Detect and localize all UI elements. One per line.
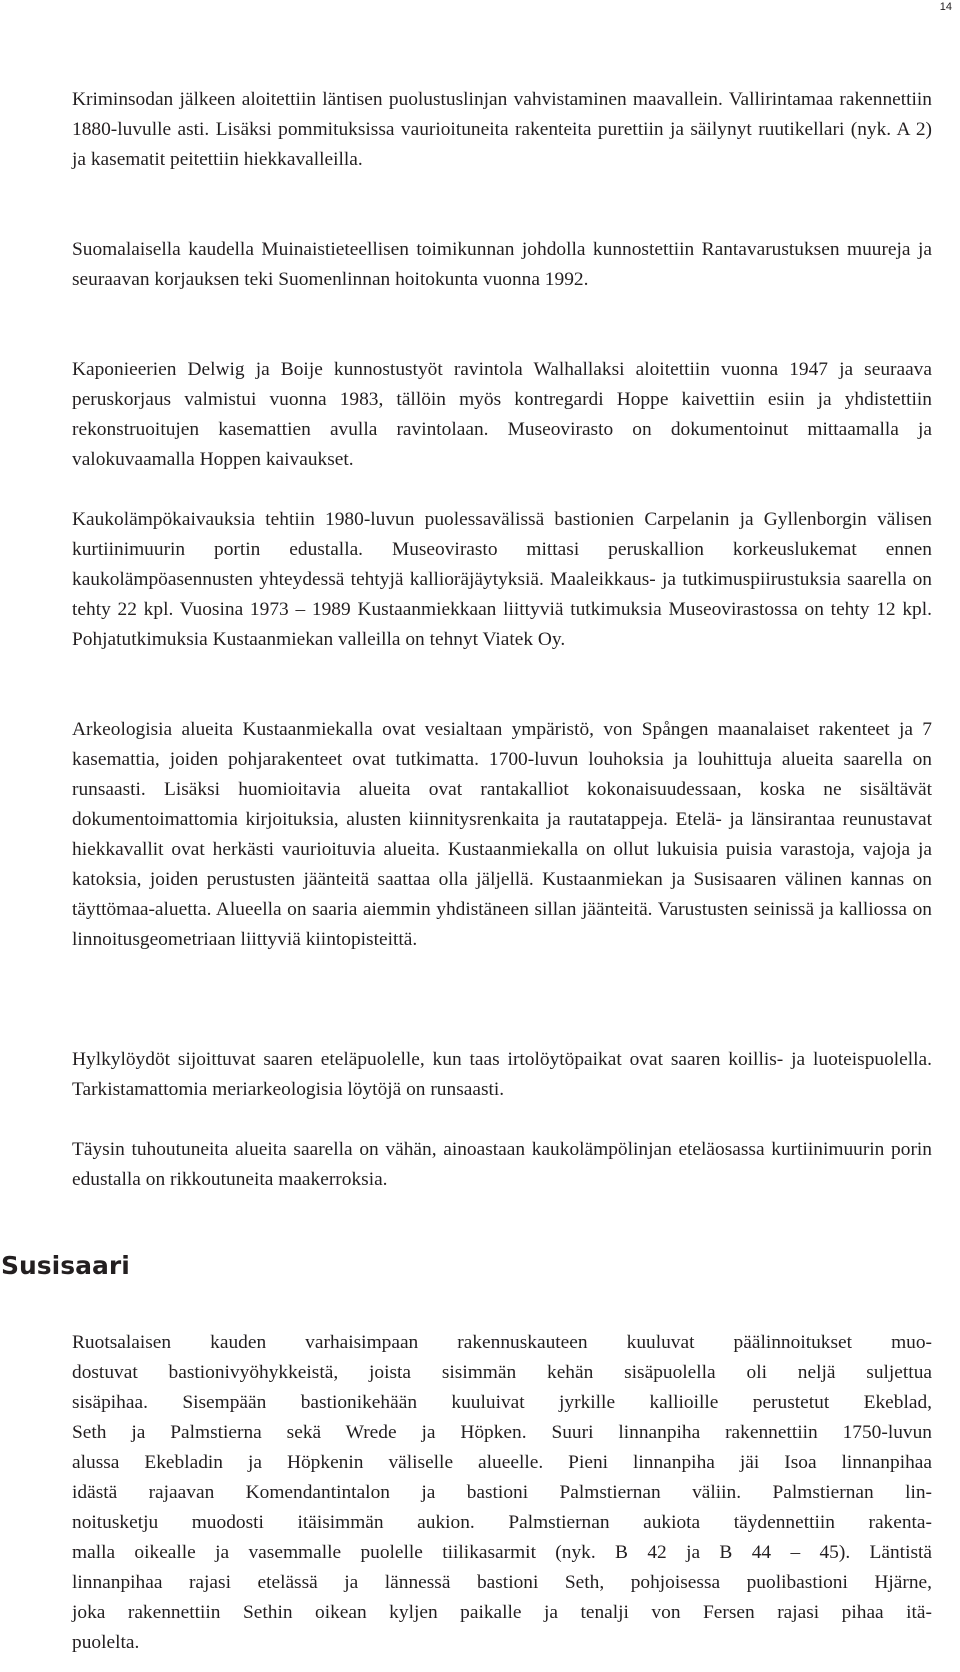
text-line: dostuvat bastionivyöhykkeistä, joista sisimmän kehän sisäpuolella oli neljä suljettua bbox=[72, 1362, 932, 1384]
section-heading-susisaari: Susisaari bbox=[1, 1251, 130, 1280]
paragraph-archaeological-areas: Arkeologisia alueita Kustaanmiekalla ovat vesialtaan ympäristö, von Spången maanalaiset rakenteet ja 7 kasemattia, joiden pohjarakenteet ovat tutkimatta. 1700-luvun louhoksia ja louhittuja alueita saarella on runsaasti. Lisäksi huomioitavia alueita ovat rantakalliot kokonaisuudessaan, koska ne sisältävät dokumentoimattomia kirjoituksia, alusten kiinnitysrenkaita ja rautatappeja. Etelä- ja länsirantaa reunustavat hiekkavallit ovat herkästi vaurioituvia alueita. Kustaanmiekalla on ollut lukuisia puisia varastoja, vajoja ja katoksia, joiden perustusten jäänteitä saattaa olla jäljellä. Kustaanmiekan ja Susisaaren välinen kannas on täyttömaa-aluetta. Alueella on saaria aiemmin yhdistäneen sillan jäänteitä. Varustusten seinissä ja kalliossa on linnoitusgeometriaan liittyviä kiintopisteittä. bbox=[72, 719, 932, 951]
text-line: puolelta. bbox=[72, 1632, 140, 1654]
text-line: sisäpihaa. Sisempään bastionikehään kuuluivat jyrkille kallioille perustetut Ekeblad, bbox=[72, 1392, 932, 1414]
paragraph-caponiers-restaurant: Kaponieerien Delwig ja Boije kunnostustyöt ravintola Walhallaksi aloitettiin vuonna 1947 ja seuraava peruskorjaus valmistui vuonna 1983, tällöin myös kontregardi Hoppe kaivettiin esiin ja yhdistettiin rekonstruoitujen kasemattien avulla ravintolaan. Museovirasto on dokumentoinut mittaamalla ja valokuvaamalla Hoppen kaivaukset. bbox=[72, 359, 932, 471]
paragraph-district-heating-excavations: Kaukolämpökaivauksia tehtiin 1980-luvun puolessavälissä bastionien Carpelanin ja Gyllenborgin välisen kurtiinimuurin portin edustalla. Museovirasto mittasi peruskallion korkeuslukemat ennen kaukolämpöasennusten yhteydessä tehtyjä kallioräjäytyksiä. Maaleikkaus- ja tutkimuspiirustuksia saarella on tehty 22 kpl. Vuosina 1973 – 1989 Kustaanmiekkaan liittyviä tutkimuksia Museovirastossa on tehty 12 kpl. Pohjatutkimuksia Kustaanmiekan valleilla on tehnyt Viatek Oy. bbox=[72, 509, 932, 651]
text-line: Seth ja Palmstierna sekä Wrede ja Höpken. Suuri linnanpiha rakennettiin 1750-luvun bbox=[72, 1422, 932, 1444]
paragraph-crimean-war-aftermath: Kriminsodan jälkeen aloitettiin läntisen puolustuslinjan vahvistaminen maavallein. Vallirintamaa rakennettiin 1880-luvulle asti. Lisäksi pommituksissa vaurioituneita rakenteita purettiin ja säilynyt ruutikellari (nyk. A 2) ja kasematit peitettiin hiekkavalleilla. bbox=[72, 89, 932, 171]
page-number: 14 bbox=[939, 1, 952, 13]
text-line: malla oikealle ja vasemmalle puolelle tiilikasarmit (nyk. B 42 ja B 44 – 45). Läntistä bbox=[72, 1542, 932, 1564]
text-line: alussa Ekebladin ja Höpkenin väliselle alueelle. Pieni linnanpiha jäi Isoa linnanpihaa bbox=[72, 1452, 932, 1474]
paragraph-destroyed-areas: Täysin tuhoutuneita alueita saarella on vähän, ainoastaan kaukolämpölinjan eteläosassa kurtiinimuurin porin edustalla on rikkoutuneita maakerroksia. bbox=[72, 1139, 932, 1191]
paragraph-finnish-period-repairs: Suomalaisella kaudella Muinaistieteellisen toimikunnan johdolla kunnostettiin Rantavarustuksen muureja ja seuraavan korjauksen teki Suomenlinnan hoitokunta vuonna 1992. bbox=[72, 239, 932, 291]
paragraph-wreck-finds: Hylkylöydöt sijoittuvat saaren eteläpuolelle, kun taas irtolöytöpaikat ovat saaren koillis- ja luoteispuolella. Tarkistamattomia meriarkeologisia löytöjä on runsaasti. bbox=[72, 1049, 932, 1101]
text-line: noitusketju muodosti itäisimmän aukion. Palmstiernan aukiota täydennettiin rakenta- bbox=[72, 1512, 932, 1534]
paragraph-swedish-period-fortifications bbox=[72, 1328, 932, 1658]
text-line: joka rakennettiin Sethin oikean kyljen paikalle ja tenalji von Fersen rajasi pihaa itä- bbox=[72, 1602, 932, 1624]
text-line: linnanpihaa rajasi etelässä ja lännessä bastioni Seth, pohjoisessa puolibastioni Hjärne, bbox=[72, 1572, 932, 1594]
text-line: Ruotsalaisen kauden varhaisimpaan rakennuskauteen kuuluvat päälinnoitukset muo- bbox=[72, 1332, 932, 1354]
text-line: idästä rajaavan Komendantintalon ja bastioni Palmstiernan väliin. Palmstiernan lin- bbox=[72, 1482, 932, 1504]
